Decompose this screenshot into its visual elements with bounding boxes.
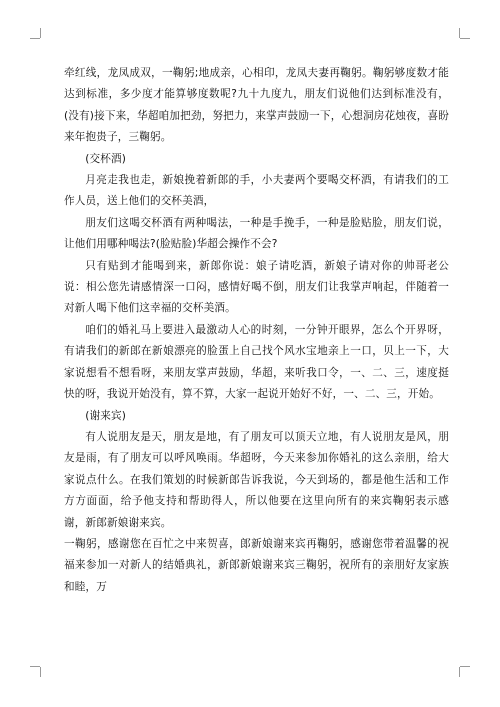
crop-mark-top-right-v <box>459 28 460 38</box>
crop-mark-bottom-right-v <box>459 667 460 677</box>
paragraph-yueliang: 月亮走我也走，新娘挽着新郎的手，小夫妻两个要喝交杯酒，有请我们的工作人员，送上他们的交杯美酒， <box>64 174 449 208</box>
section-heading-xielaibin: (谢来宾) <box>85 409 126 422</box>
crop-mark-bottom-right-h <box>460 666 470 667</box>
paragraph-pengyou: 有人说朋友是天，朋友是地，有了朋友可以顶天立地，有人说朋友是风，朋友是雨，有了朋友可以呼风唤雨。华超呀，今天来参加你婚礼的这么亲朋，给大家说点什么。在我们策划的时候新郎告诉我说，今天到场的，都是他生活和工作方方面面，给予他支持和帮助得人，所以他要在这里向所有的来宾鞠躬表示感谢，新郎新娘谢来宾。 <box>64 430 449 529</box>
document-body <box>64 63 449 598</box>
paragraph-tiedao: 只有贴到才能喝到来，新郎你说：娘子请吃酒，新娘子请对你的帅哥老公说：相公您先请感情深一口闷，感情好喝不倒，朋友们让我掌声响起，伴随着一对新人喝下他们这幸福的交杯美酒。 <box>64 259 449 315</box>
crop-mark-bottom-left-h <box>30 666 40 667</box>
crop-mark-top-left-h <box>30 38 40 39</box>
section-heading-jiaobeijiu: (交杯酒) <box>85 152 126 165</box>
paragraph-yijugong: 一鞠躬，感谢您在百忙之中来贺喜，郎新娘谢来宾再鞠躬，感谢您带着温馨的祝福来参加一对新人的结婚典礼，新郎新娘谢来宾三鞠躬，祝所有的亲朋好友家族和睦，万 <box>64 537 449 593</box>
crop-mark-top-left-v <box>40 28 41 38</box>
paragraph-kaiyanjie: 咱们的婚礼马上要进入最激动人心的时刻，一分钟开眼界，怎么个开界呀，有请我们的新郎在新娘漂亮的脸蛋上自己找个风水宝地亲上一口，贝上一下，大家说想看不想看呀，来朋友掌声鼓励，华超，来听我口令，一、二、三，速度挺快的呀，我说开始没有，算不算，大家一起说开始好不好，一、二、三，开始。 <box>64 323 449 401</box>
paragraph-two-ways: 朋友们这喝交杯酒有两种喝法，一种是手挽手，一种是脸贴脸，朋友们说，让他们用哪种喝法?(脸贴脸)华超会操作不会? <box>64 216 449 251</box>
crop-mark-bottom-left-v <box>40 667 41 677</box>
crop-mark-top-right-h <box>460 38 470 39</box>
paragraph-sanjugong: 牵红线，龙凤成双，一鞠躬;地成亲，心相印，龙凤夫妻再鞠躬。鞠躬够度数才能达到标准，多少度才能算够度数呢?九十九度九，朋友们说他们达到标准没有，(没有)接下来，华超咱加把劲，努把力，来掌声鼓励一下，心想洞房花烛夜，喜盼来年抱贵子，三鞠躬。 <box>64 67 449 144</box>
